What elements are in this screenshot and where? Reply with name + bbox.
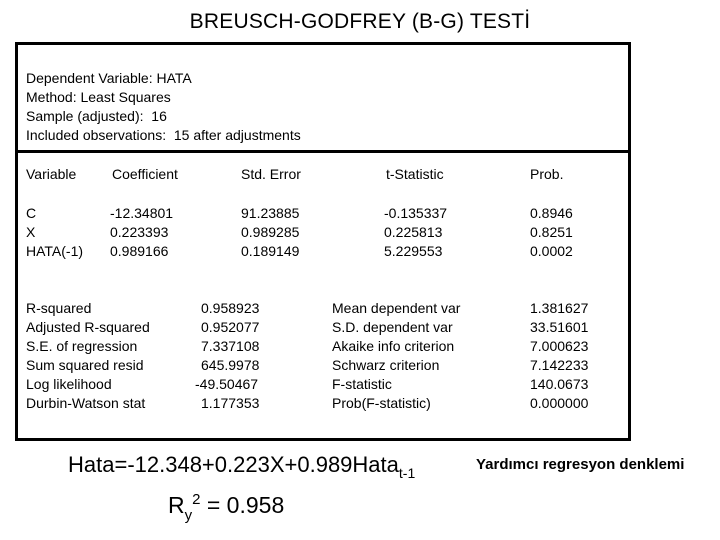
equation-main: Hata=-12.348+0.223X+0.989Hata <box>68 452 399 477</box>
prob-value: 0.8946 <box>530 205 573 221</box>
stat-value: 1.177353 <box>201 395 260 411</box>
variable-name: C <box>26 205 37 221</box>
r-squared-equation <box>168 491 285 524</box>
column-header: Std. Error <box>241 166 301 182</box>
variable-name: HATA(-1) <box>26 243 84 259</box>
dependent-variable-line: Dependent Variable: HATA <box>26 70 192 86</box>
stat-label: S.D. dependent var <box>332 319 453 335</box>
r-base: R <box>168 492 185 518</box>
column-header: Variable <box>26 166 77 182</box>
coefficient-value: 0.989166 <box>110 243 169 259</box>
stat-value: 645.9978 <box>201 357 260 373</box>
stat-value: 140.0673 <box>530 376 589 392</box>
stat-label: Mean dependent var <box>332 300 461 316</box>
stat-label: Adjusted R-squared <box>26 319 150 335</box>
stat-value: 7.142233 <box>530 357 589 373</box>
equation-subscript: t-1 <box>398 465 416 481</box>
stat-value: 0.000000 <box>530 395 589 411</box>
results-section <box>18 153 628 443</box>
prob-value: 0.0002 <box>530 243 573 259</box>
column-header: Coefficient <box>112 166 178 182</box>
column-header: t-Statistic <box>386 166 444 182</box>
stat-label: Akaike info criterion <box>332 338 455 354</box>
coefficient-value: -12.34801 <box>110 205 174 221</box>
stat-label: R-squared <box>26 300 92 316</box>
column-header: Prob. <box>530 166 564 182</box>
stat-value: 7.337108 <box>201 338 260 354</box>
r-subscript: y <box>184 507 193 524</box>
std-error-value: 0.189149 <box>241 243 300 259</box>
variable-name: X <box>26 224 36 240</box>
t-statistic-value: 5.229553 <box>384 243 443 259</box>
stat-value: -49.50467 <box>195 376 259 392</box>
r-superscript: 2 <box>192 491 201 508</box>
t-statistic-value: -0.135337 <box>384 205 448 221</box>
r-value: = 0.958 <box>200 492 285 518</box>
stat-value: 1.381627 <box>530 300 589 316</box>
stat-value: 33.51601 <box>530 319 589 335</box>
observations-line: Included observations: 15 after adjustments <box>26 127 301 143</box>
stat-label: Log likelihood <box>26 376 112 392</box>
page-title: BREUSCH-GODFREY (B-G) TESTİ <box>189 10 531 33</box>
stat-value: 7.000623 <box>530 338 589 354</box>
equation-note: Yardımcı regresyon denklemi <box>476 456 685 473</box>
stat-label: S.E. of regression <box>26 338 138 354</box>
regression-output-box <box>15 42 631 441</box>
sample-line: Sample (adjusted): 16 <box>26 108 167 124</box>
method-line: Method: Least Squares <box>26 89 171 105</box>
stat-label: Durbin-Watson stat <box>26 395 146 411</box>
prob-value: 0.8251 <box>530 224 573 240</box>
auxiliary-regression-equation <box>68 452 416 481</box>
stat-label: Prob(F-statistic) <box>332 395 431 411</box>
stat-label: Sum squared resid <box>26 357 144 373</box>
t-statistic-value: 0.225813 <box>384 224 443 240</box>
stat-value: 0.952077 <box>201 319 260 335</box>
stat-label: F-statistic <box>332 376 392 392</box>
std-error-value: 0.989285 <box>241 224 300 240</box>
coefficient-value: 0.223393 <box>110 224 169 240</box>
model-info-section <box>18 45 628 153</box>
std-error-value: 91.23885 <box>241 205 300 221</box>
stat-label: Schwarz criterion <box>332 357 440 373</box>
stat-value: 0.958923 <box>201 300 260 316</box>
